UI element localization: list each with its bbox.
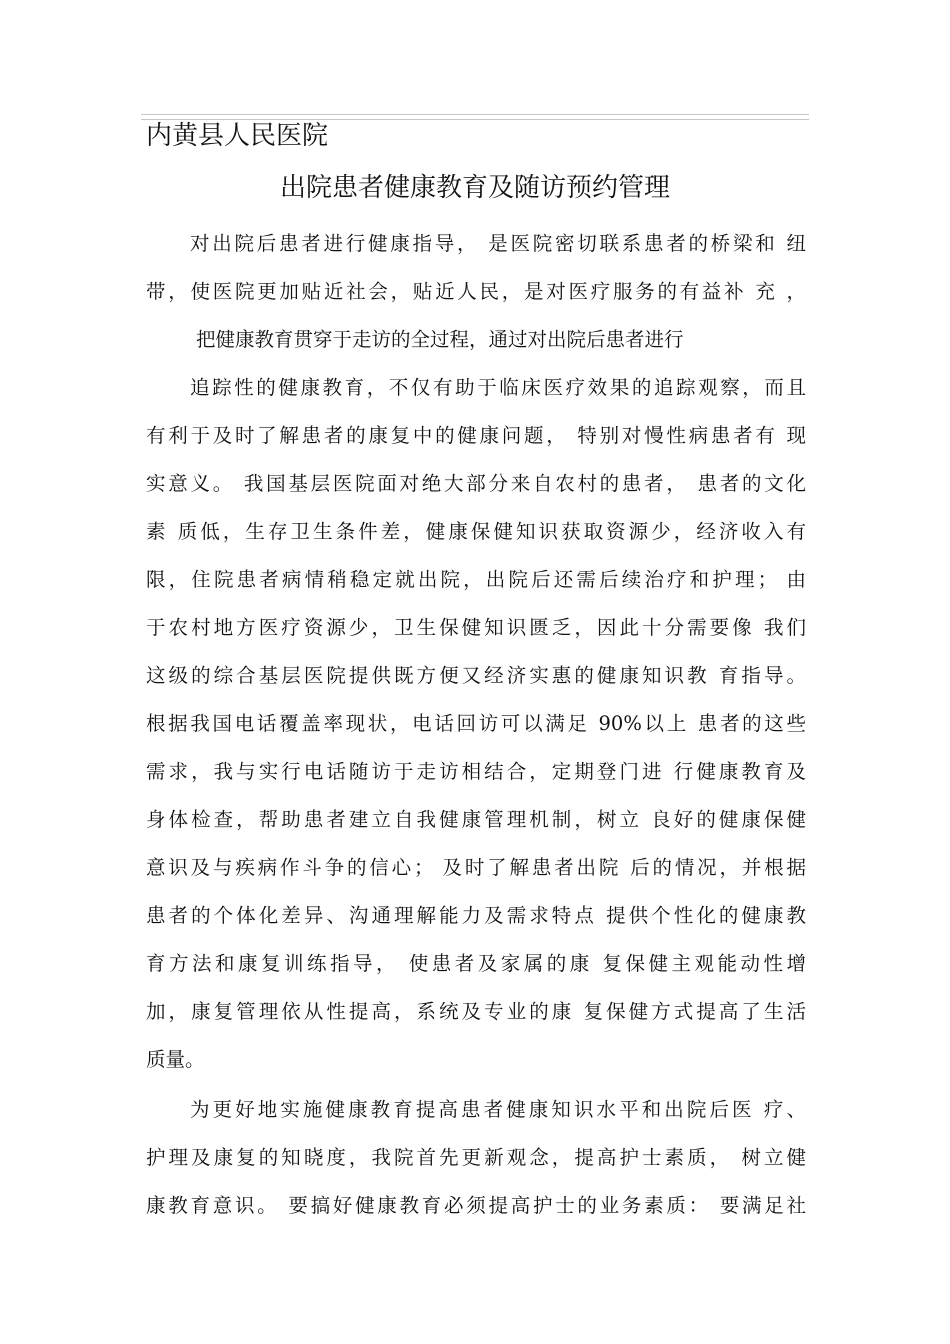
body-line: 质量。 xyxy=(146,1048,205,1071)
body-line: 于农村地方医疗资源少，卫生保健知识匮乏，因此十分需要像 我们 xyxy=(146,616,806,639)
body-line: 康教育意识。 要搞好健康教育必须提高护士的业务素质： 要满足社 xyxy=(146,1194,806,1217)
body-line: 护理及康复的知晓度，我院首先更新观念，提高护士素质， 树立健 xyxy=(146,1146,806,1169)
body-line: 把健康教育贯穿于走访的全过程，通过对出院后患者进行 xyxy=(196,328,684,351)
body-line: 对出院后患者进行健康指导， 是医院密切联系患者的桥梁和 纽 xyxy=(190,232,806,255)
body-line: 这级的综合基层医院提供既方便又经济实惠的健康知识教 育指导。 xyxy=(146,664,806,687)
body-line: 加，康复管理依从性提高，系统及专业的康 复保健方式提高了生活 xyxy=(146,1000,806,1023)
body-line: 限，住院患者病情稍稳定就出院，出院后还需后续治疗和护理； 由 xyxy=(146,568,806,591)
header-rule-top xyxy=(141,114,809,115)
body-line: 素 质低，生存卫生条件差，健康保健知识获取资源少，经济收入有 xyxy=(146,520,806,543)
hospital-name: 内黄县人民医院 xyxy=(146,121,329,151)
body-line: 患者的个体化差异、沟通理解能力及需求特点 提供个性化的健康教 xyxy=(146,904,806,927)
body-line: 有利于及时了解患者的康复中的健康问题， 特别对慢性病患者有 现 xyxy=(146,424,806,447)
body-line: 根据我国电话覆盖率现状，电话回访可以满足 90%以上 患者的这些 xyxy=(146,712,806,735)
body-line: 实意义。 我国基层医院面对绝大部分来自农村的患者， 患者的文化 xyxy=(146,472,806,495)
document-title: 出院患者健康教育及随访预约管理 xyxy=(279,173,670,203)
body-line: 追踪性的健康教育，不仅有助于临床医疗效果的追踪观察，而且 xyxy=(190,376,806,399)
body-line: 带，使医院更加贴近社会，贴近人民，是对医疗服务的有益补 充 ， xyxy=(146,280,806,303)
body-line: 需求，我与实行电话随访于走访相结合，定期登门进 行健康教育及 xyxy=(146,760,806,783)
body-line: 育方法和康复训练指导， 使患者及家属的康 复保健主观能动性增 xyxy=(146,952,806,975)
body-line: 意识及与疾病作斗争的信心； 及时了解患者出院 后的情况，并根据 xyxy=(146,856,806,879)
body-line: 身体检查，帮助患者建立自我健康管理机制，树立 良好的健康保健 xyxy=(146,808,806,831)
body-line: 为更好地实施健康教育提高患者健康知识水平和出院后医 疗、 xyxy=(190,1098,806,1121)
